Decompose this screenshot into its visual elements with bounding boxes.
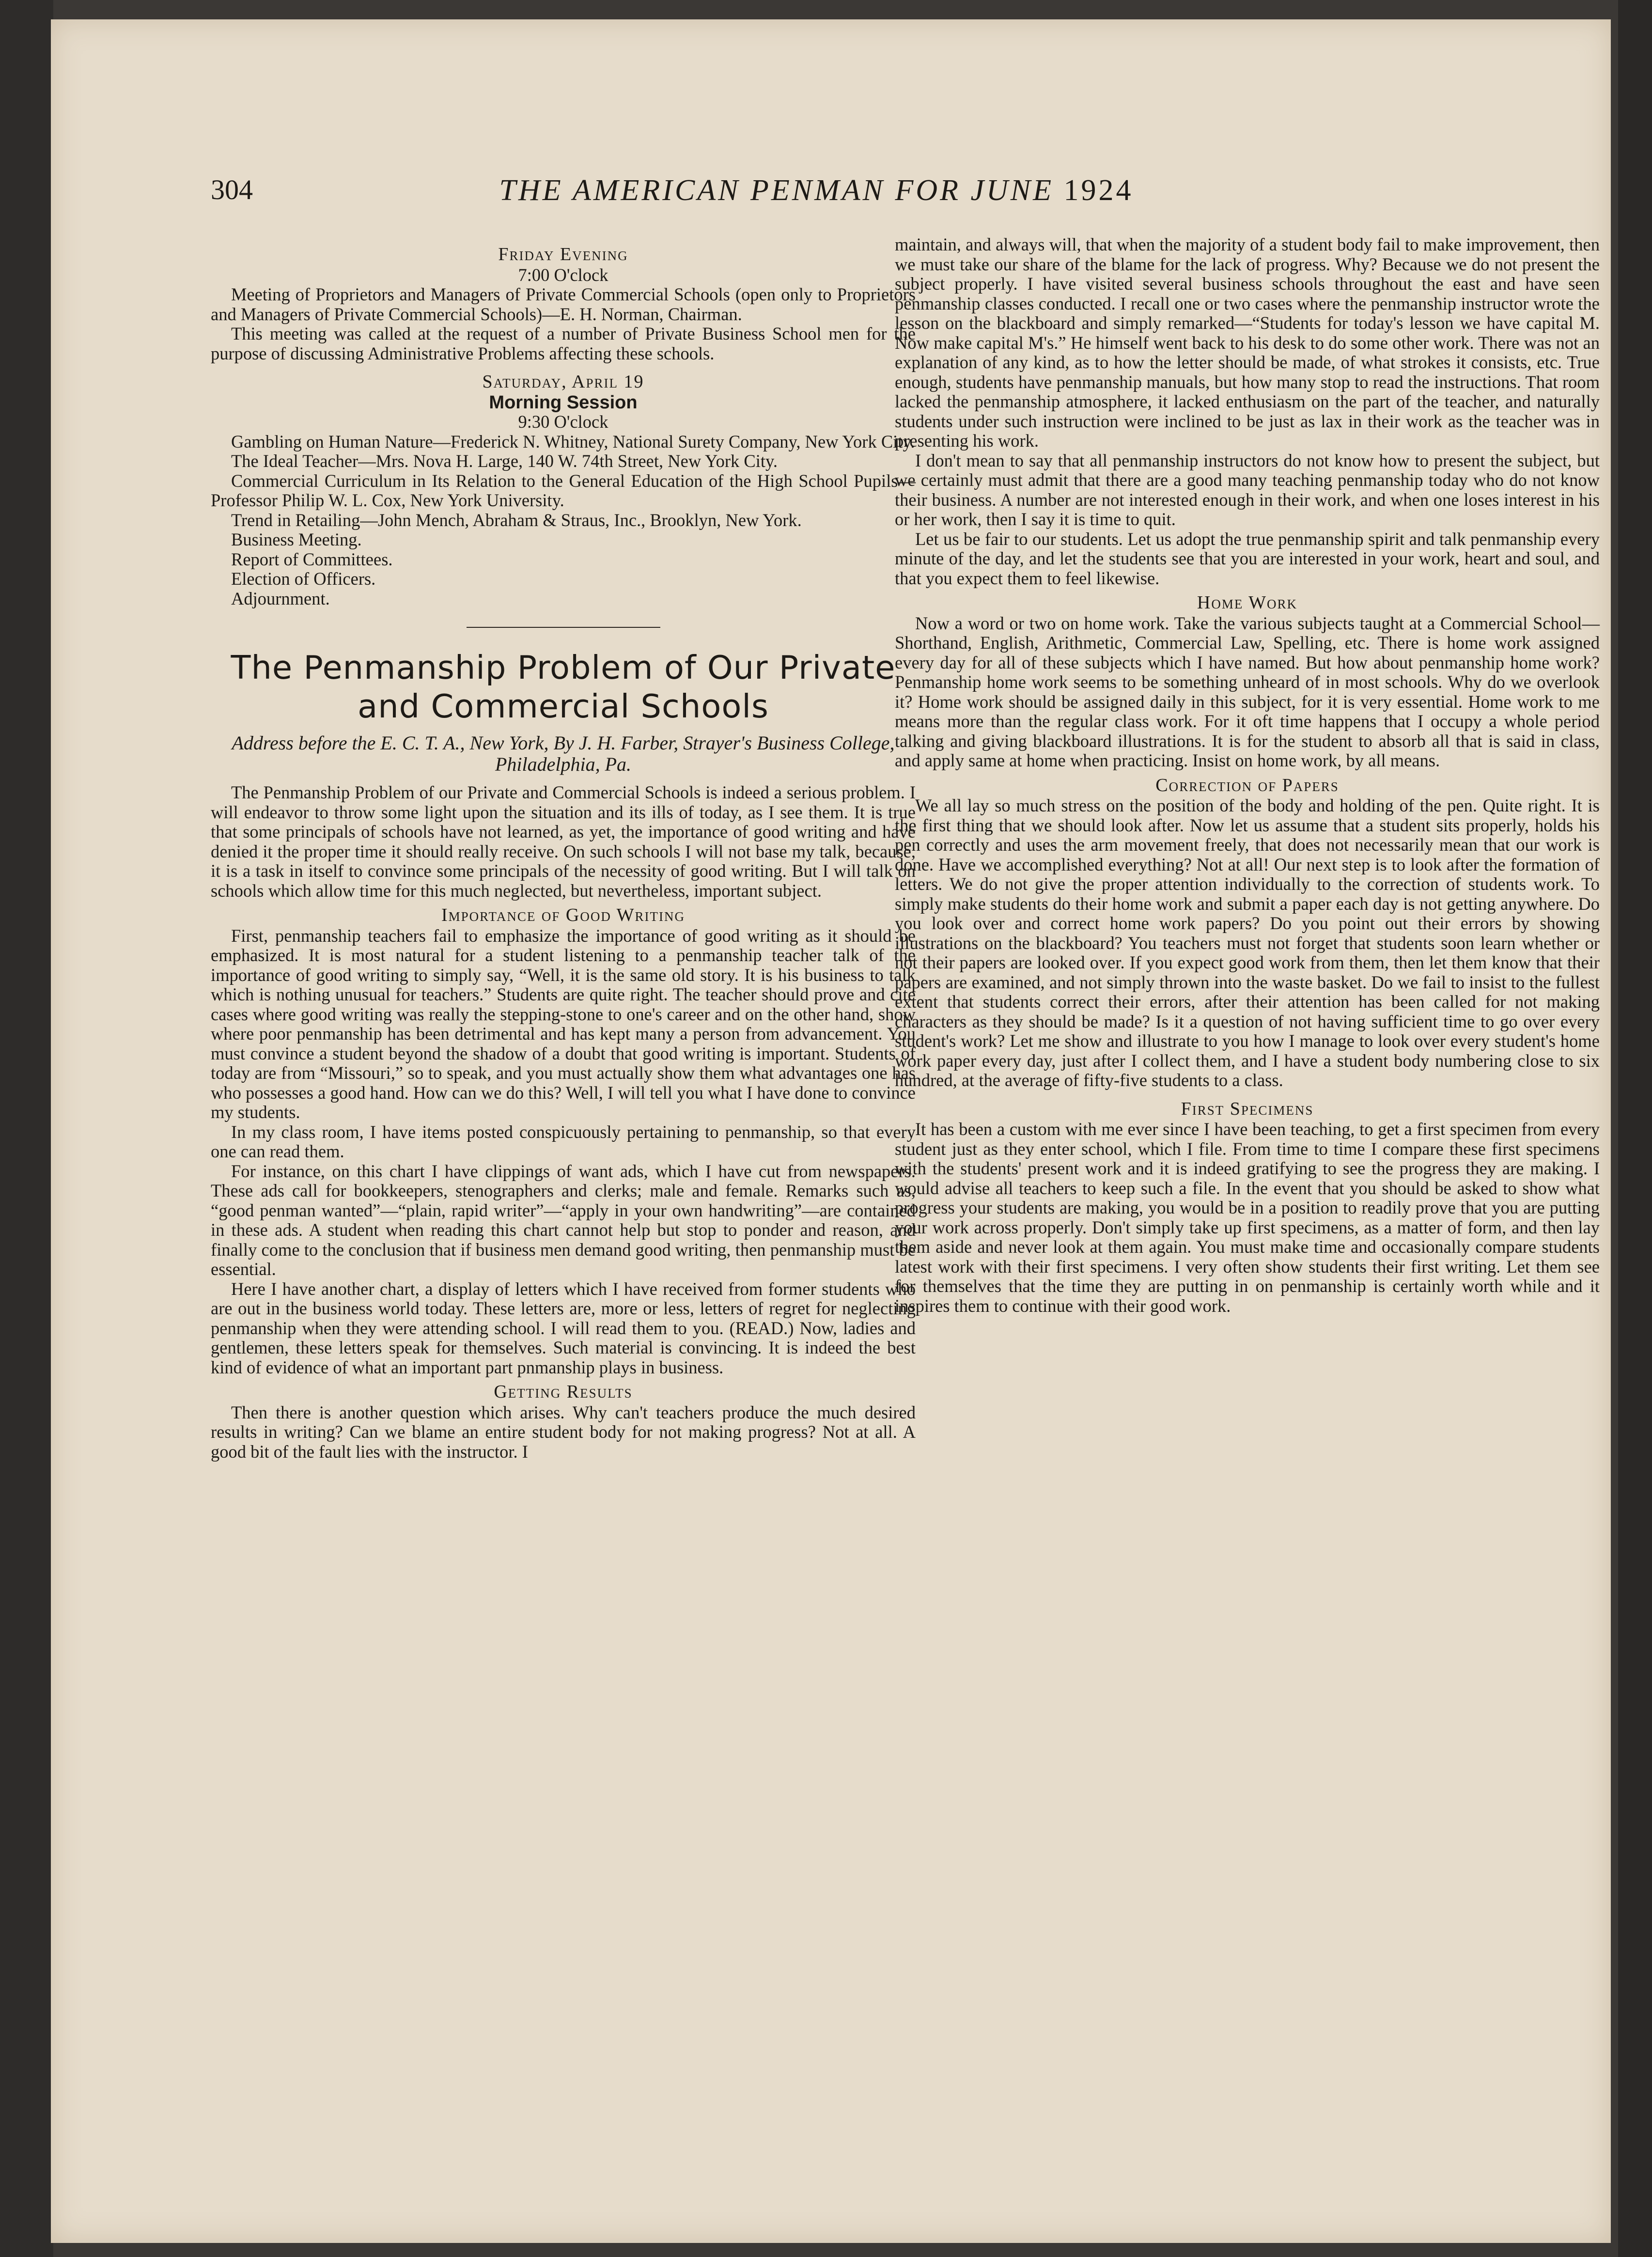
body-paragraph: Here I have another chart, a display of letters which I have received from former students who are out in the business world today. These letters are, more or less, letters of regret for neglecting penmanship when they were attending school. I will read them to you. (READ.) Now, ladies and gentlemen, these letters speak for themselves. Such material is convincing. It is indeed the best kind of evidence of what an important part pnmanship plays in business. xyxy=(211,1278,916,1377)
correction-heading: Correction of Papers xyxy=(1155,775,1339,795)
body-paragraph: It has been a custom with me ever since I have been teaching, to get a first specimen from every student just as they enter school, which I file. From time to time I compare these first specimens with the students' present work and it is indeed gratifying to see the progress they are making. I would advise all teachers to keep such a file. In the event that you should be asked to show what progress your students are making, you would be in a position to readily prove that you are putting your work across properly. Don't simply take up first specimens, as a matter of form, and then lay them aside and never look at them again. You must make time and occasionally compare students latest work with their first specimens. I very often show students their first writing. Let them see for themselves that the time they are putting in on penmanship is certainly worth while and it inspires them to continue with their good work. xyxy=(895,1119,1600,1316)
homework-heading: Home Work xyxy=(1197,592,1298,613)
running-header xyxy=(211,173,1422,217)
book-edge xyxy=(1618,0,1652,2257)
friday-paragraph: This meeting was called at the request of a number of Private Business School men for the purpose of discussing Administrative Problems affecting these schools. xyxy=(211,324,916,363)
body-paragraph: For instance, on this chart I have clippings of want ads, which I have cut from newspapers. These ads call for bookkeepers, stenographers and clerks; male and female. Remarks such as, “good penman wanted”—“plain, rapid writer”—“apply in your own handwriting”—are contained in these ads. A student when reading this chart cannot help but stop to ponder and reason, and finally come to the conclusion that if business men demand good writing, then penmanship must be essential. xyxy=(211,1161,916,1279)
body-paragraph-continued: maintain, and always will, that when the majority of a student body fail to make improvement, then we must take our share of the blame for the lack of progress. Why? Because we do not present the subject properly. I have visited several business schools throughout the east and have seen penmanship classes conducted. I recall one or two cases where the penmanship instructor wrote the lesson on the blackboard and simply remarked—“Students for today's lesson we have capital M. Now make capital M's.” He himself went back to his desk to do some other work. There was not an explanation of any kind, as to how the letter should be made, of what strokes it consists, etc. True enough, students have penmanship manuals, but how many stop to read the instructions. That room lacked the penmanship atmosphere, it lacked enthusiasm on the part of the teacher, and naturally students under such instruction were inclined to be just as lax in their work as the teacher was in presenting his work. xyxy=(895,234,1600,451)
article-byline: Address before the E. C. T. A., New York, By J. H. Farber, Strayer's Business College, Philadelphia, Pa. xyxy=(232,732,895,775)
book-gutter xyxy=(0,0,53,2257)
body-paragraph: In my class room, I have items posted conspicuously pertaining to penmanship, so that every one can read them. xyxy=(211,1121,916,1161)
section-divider xyxy=(467,627,660,628)
program-item: Report of Committees. xyxy=(231,549,393,569)
left-column xyxy=(211,240,916,1462)
program-item: Commercial Curriculum in Its Relation to the General Education of the High School Pupils—Professor Philip W. L. Cox, New York University. xyxy=(211,470,916,510)
journal-year: 1924 xyxy=(1063,174,1134,207)
body-paragraph: Then there is another question which arises. Why can't teachers produce the much desired results in writing? Can we blame an entire student body for not making progress? Not at all. A good bit of the fault lies with the instructor. I xyxy=(211,1402,916,1462)
morning-session-heading: Morning Session xyxy=(489,392,638,413)
right-column xyxy=(895,235,1600,2243)
saturday-heading: Saturday, April 19 xyxy=(482,372,644,392)
article-title: The Penmanship Problem of Our Private and Commercial Schools xyxy=(231,649,896,725)
program-item: Election of Officers. xyxy=(231,569,376,589)
program-item: The Ideal Teacher—Mrs. Nova H. Large, 140 W. 74th Street, New York City. xyxy=(231,451,778,471)
friday-paragraph: Meeting of Proprietors and Managers of Private Commercial Schools (open only to Proprietors and Managers of Private Commercial Schools)—E. H. Norman, Chairman. xyxy=(211,284,916,324)
specimens-heading: First Specimens xyxy=(1181,1098,1314,1119)
body-paragraph: Let us be fair to our students. Let us adopt the true penmanship spirit and talk penmanship every minute of the day, and let the students see that you are interested in your work, heart and soul, and that you expect them to feel likewise. xyxy=(895,529,1600,588)
program-item: Adjournment. xyxy=(231,588,330,608)
magazine-page xyxy=(51,19,1611,2243)
friday-time: 7:00 O'clock xyxy=(518,265,608,285)
body-paragraph: Now a word or two on home work. Take the various subjects taught at a Commercial School—Shorthand, English, Arithmetic, Commercial Law, Spelling, etc. There is home work assigned every day for all of these subjects which I have named. But how about penmanship home work? Penmanship home work seems to be something unheard of in most schools. Why do we overlook it? Home work should be assigned daily in this subject, for it is very essential. Home work to me means more than the regular class work. For it oft time happens that I occupy a whole period talking and giving blackboard illustrations. It is for the student to absorb all that is said in class, and apply same at home when practicing. Insist on home work, by all means. xyxy=(895,613,1600,770)
program-item: Trend in Retailing—John Mench, Abraham & Straus, Inc., Brooklyn, New York. xyxy=(231,510,802,530)
program-list xyxy=(211,432,916,609)
results-heading: Getting Results xyxy=(494,1382,633,1402)
morning-time: 9:30 O'clock xyxy=(518,412,608,432)
page-number: 304 xyxy=(211,174,253,205)
friday-heading: Friday Evening xyxy=(498,244,628,265)
body-paragraph: I don't mean to say that all penmanship instructors do not know how to present the subject, but we certainly must admit that there are a good many teaching penmanship today who do not know their business. A number are not interested enough in their work, and when one loses interest in his or her work, then I say it is time to quit. xyxy=(895,450,1600,529)
intro-paragraph: The Penmanship Problem of our Private and Commercial Schools is indeed a serious problem. I will endeavor to throw some light upon the situation and its ills of today, as I see them. It is true that some principals of schools have not learned, as yet, the importance of good writing and have denied it the proper time it should really receive. On such schools I will not base my talk, because, it is a task in itself to convince some principals of the necessity of good writing. But I will talk on schools which allow time for this much neglected, but nevertheless, important subject. xyxy=(211,782,916,901)
journal-title xyxy=(211,173,1422,208)
program-item: Business Meeting. xyxy=(231,529,362,549)
body-paragraph: First, penmanship teachers fail to emphasize the importance of good writing as it should be emphasized. It is most natural for a student listening to a penmanship teacher talk of the importance of good writing to simply say, “Well, it is the same old story. It is his business to talk which is nothing unusual for teachers.” Students are quite right. The teacher should prove and cite cases where good writing was really the stepping-stone to one's career and on the other hand, show where poor penmanship has been detrimental and has kept many a person from advancement. You must convince a student beyond the shadow of a doubt that good writing is important. Students of today are from “Missouri,” so to speak, and you must actually show them what advantages one has who possesses a good hand. How can we do this? Well, I will tell you what I have done to convince my students. xyxy=(211,925,916,1122)
body-paragraph: We all lay so much stress on the position of the body and holding of the pen. Quite right. It is the first thing that we should look after. Now let us assume that a student sits properly, holds his pen correctly and uses the arm movement freely, that does not necessarily mean that our work is done. Have we accomplished everything? Not at all! Our next step is to look after the formation of letters. We do not give the proper attention individually to the correction of students work. To simply make students do their home work and submit a paper each day is not getting anywhere. Do you look over and correct home work papers? Do you point out their errors by showing illustrations on the blackboard? You teachers must not forget that students soon learn whether or not their papers are looked over. If you expect good work from them, then let them know that their papers are examined, and not simply thrown into the waste basket. Do we fail to insist to the fullest extent that students correct their errors, after their attention has been called for not making characters as they should be made? Is it a question of not having sufficient time to go over every student's work? Let me show and illustrate to you how I manage to look over every student's home work paper every day, just after I collect them, and I have a student body numbering close to six hundred, at the average of fifty-five students to a class. xyxy=(895,795,1600,1090)
importance-heading: Importance of Good Writing xyxy=(441,905,685,925)
journal-name: THE AMERICAN PENMAN FOR JUNE xyxy=(499,174,1054,207)
program-item: Gambling on Human Nature—Frederick N. Whitney, National Surety Company, New York City. xyxy=(231,431,915,451)
